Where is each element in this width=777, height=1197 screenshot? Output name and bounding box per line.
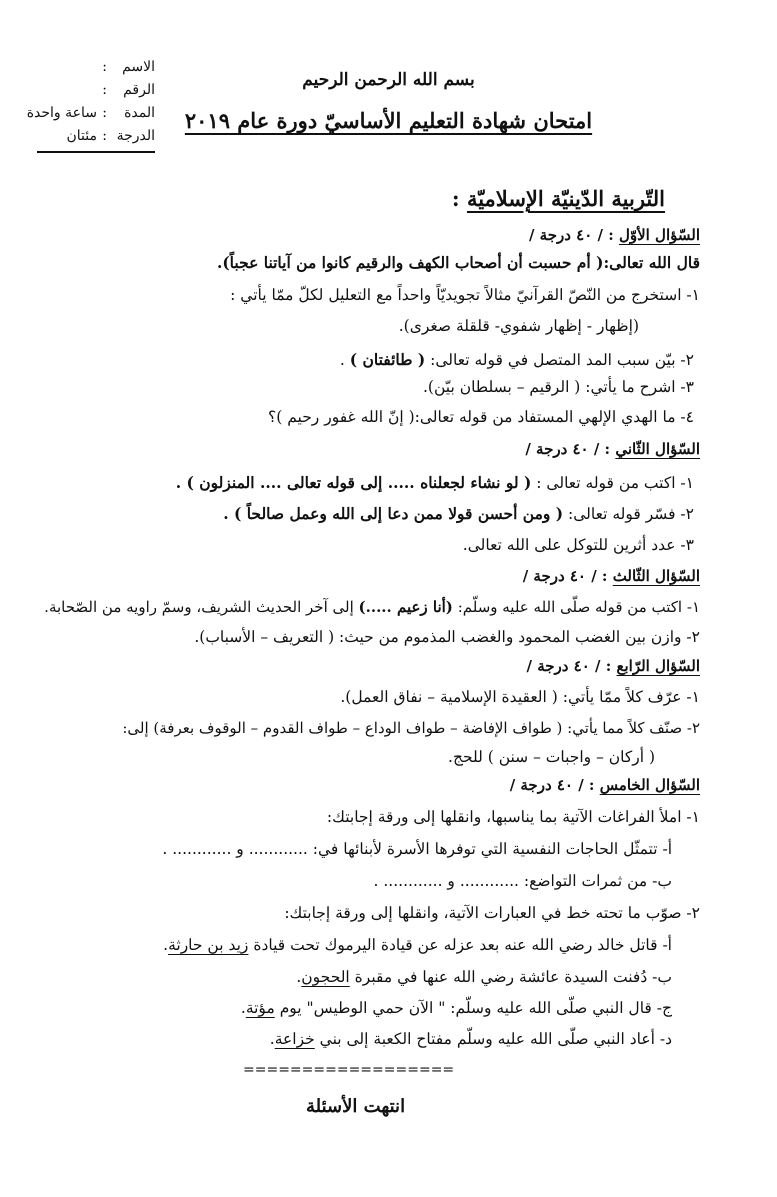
subject-colon: : — [451, 186, 460, 211]
q4-marks: : / ٤٠ درجة / — [526, 657, 612, 675]
q1-title: السّؤال الأوّل — [618, 226, 700, 244]
q5-part1-b: ب- من ثمرات التواضع: ............ و ............ . — [373, 872, 672, 890]
grade-colon: : — [102, 128, 107, 144]
q1-item1: ١- استخرج من النّصّ القرآنيّ مثالاً تجويديّاً واحداً مع التعليل لكلّ ممّا يأتي : — [230, 286, 700, 304]
q1-heading — [529, 226, 700, 244]
q1-item1-sub: (إظهار - إظهار شفوي- قلقلة صغرى). — [398, 317, 639, 335]
q5-b-text: ب- دُفنت السيدة عائشة رضي الله عنها في مقبرة — [354, 968, 672, 986]
q2-item2-bold: ( ومن أحسن قولا ممن دعا إلى الله وعمل صالحاً ) . — [223, 504, 564, 523]
q3-marks: : / ٤٠ درجة / — [522, 567, 608, 585]
q2-marks: : / ٤٠ درجة / — [525, 440, 611, 458]
q3-item2: ٢- وازن بين الغضب المحمود والغضب المذموم من حيث: ( التعريف – الأسباب). — [194, 628, 700, 646]
q5-marks: : / ٤٠ درجة / — [509, 776, 595, 794]
q2-heading — [525, 440, 700, 458]
q1-marks: : / ٤٠ درجة / — [528, 226, 614, 244]
q5-part2: ٢- صوّب ما تحته خط في العبارات الآتية، وانقلها إلى ورقة إجابتك: — [284, 904, 700, 922]
q5-b-underlined: الحجون — [301, 968, 350, 986]
q1-item2-pre: ٢- بيّن سبب المد المتصل في قوله تعالى: — [430, 351, 694, 369]
end-of-questions: انتهت الأسئلة — [306, 1096, 406, 1117]
q5-title: السّؤال الخامس — [599, 776, 700, 794]
q1-item4-pre: ٤- ما الهدي الإلهي المستفاد من قوله تعالى: — [414, 408, 694, 426]
q3-title: السّؤال الثّالث — [612, 567, 700, 585]
q5-part1: ١- املأ الفراغات الآتية بما يناسبها، وانقلها إلى ورقة إجابتك: — [326, 808, 700, 826]
exam-title: امتحان شهادة التعليم الأساسيّ دورة عام ٢٠١٩ — [184, 108, 593, 133]
q1-item4-verse: ( إنّ الله غفور رحيم )؟ — [268, 408, 415, 426]
basmala: بسم الله الرحمن الرحيم — [302, 70, 475, 90]
q1-verse: ( أم حسبت أن أصحاب الكهف والرقيم كانوا من آياتنا عجباً). — [216, 253, 604, 272]
q3-heading — [523, 567, 700, 585]
q3-item1-post: إلى آخر الحديث الشريف، وسمّ راويه من الصّحابة. — [44, 598, 354, 616]
info-underline — [37, 151, 155, 153]
q5-c-text: ج- قال النبي صلّى الله عليه وسلّم: " الآن حمي الوطيس" يوم — [279, 999, 672, 1017]
q5-d-underlined: خزاعة — [274, 1030, 315, 1048]
subject-heading — [452, 186, 665, 211]
q2-item3: ٣- عدد أثرين للتوكل على الله تعالى. — [462, 536, 694, 554]
q5-a-period: . — [163, 936, 169, 954]
q5-part1-a: أ- تتمثّل الحاجات النفسية التي توفرها الأسرة لأبنائها في: ............ و ............ . — [162, 840, 672, 858]
q5-a-text: أ- قاتل خالد رضي الله عنه بعد عزله عن قيادة اليرموك تحت قيادة — [253, 936, 672, 954]
q5-part2-a — [163, 936, 672, 954]
q4-item2: ٢- صنّف كلاً مما يأتي: ( طواف الإفاضة – طواف الوداع – طواف القدوم – الوقوف بعرفة) إلى: — [122, 719, 700, 737]
number-colon: : — [102, 82, 107, 98]
q5-d-period: . — [269, 1030, 275, 1048]
q5-c-period: . — [240, 999, 246, 1017]
q1-item2-word: ( طائفتان ) — [349, 350, 426, 369]
q4-item1: ١- عرّف كلاً ممّا يأتي: ( العقيدة الإسلامية – نفاق العمل). — [340, 688, 700, 706]
q4-item2-sub: ( أركان – واجبات – سنن ) للحج. — [448, 748, 655, 766]
q5-part2-d — [270, 1030, 672, 1048]
name-label: الاسم — [122, 59, 155, 75]
q2-item1-bold: ( لو نشاء لجعلناه ..... إلى قوله تعالى .... المنزلون ) . — [175, 473, 532, 492]
q2-item2 — [223, 504, 694, 523]
divider-line: ================== — [243, 1062, 455, 1078]
q5-heading — [510, 776, 700, 794]
subject-title: التّربية الدّينيّة الإسلاميّة — [466, 186, 665, 211]
q2-item2-pre: ٢- فسّر قوله تعالى: — [568, 505, 694, 523]
q3-item1-pre: ١- اكتب من قوله صلّى الله عليه وسلّم: — [457, 598, 700, 616]
q1-item3: ٣- اشرح ما يأتي: ( الرقيم – بسلطان بيّن). — [423, 378, 694, 396]
q4-heading — [527, 657, 701, 675]
q2-item1-pre: ١- اكتب من قوله تعالى : — [536, 474, 694, 492]
duration-value: ساعة واحدة — [26, 105, 97, 121]
q1-item2 — [340, 350, 694, 369]
grade-value: مئتان — [66, 128, 97, 144]
duration-label: المدة — [124, 105, 155, 121]
q1-verse-intro: قال الله تعالى: — [603, 253, 700, 272]
q3-item1 — [44, 598, 700, 616]
q5-d-text: د- أعاد النبي صلّى الله عليه وسلّم مفتاح الكعبة إلى بني — [319, 1030, 672, 1048]
q2-item1 — [176, 473, 694, 492]
name-colon: : — [102, 59, 107, 75]
duration-colon: : — [102, 105, 107, 121]
q1-item2-post: . — [339, 351, 345, 369]
q1-verse-line — [217, 253, 700, 272]
q5-part2-b — [296, 968, 672, 986]
q1-item4 — [268, 408, 694, 426]
q4-title: السّؤال الرّابع — [616, 657, 700, 675]
grade-label: الدرجة — [116, 128, 155, 144]
q5-a-underlined: زيد بن حارثة — [168, 936, 249, 954]
q2-title: السّؤال الثّاني — [615, 440, 700, 458]
q5-c-underlined: مؤتة — [245, 999, 275, 1017]
q5-part2-c — [241, 999, 672, 1017]
q3-item1-bold: (أنا زعيم .....) — [358, 598, 453, 616]
number-label: الرقم — [123, 82, 155, 98]
q5-b-period: . — [296, 968, 302, 986]
